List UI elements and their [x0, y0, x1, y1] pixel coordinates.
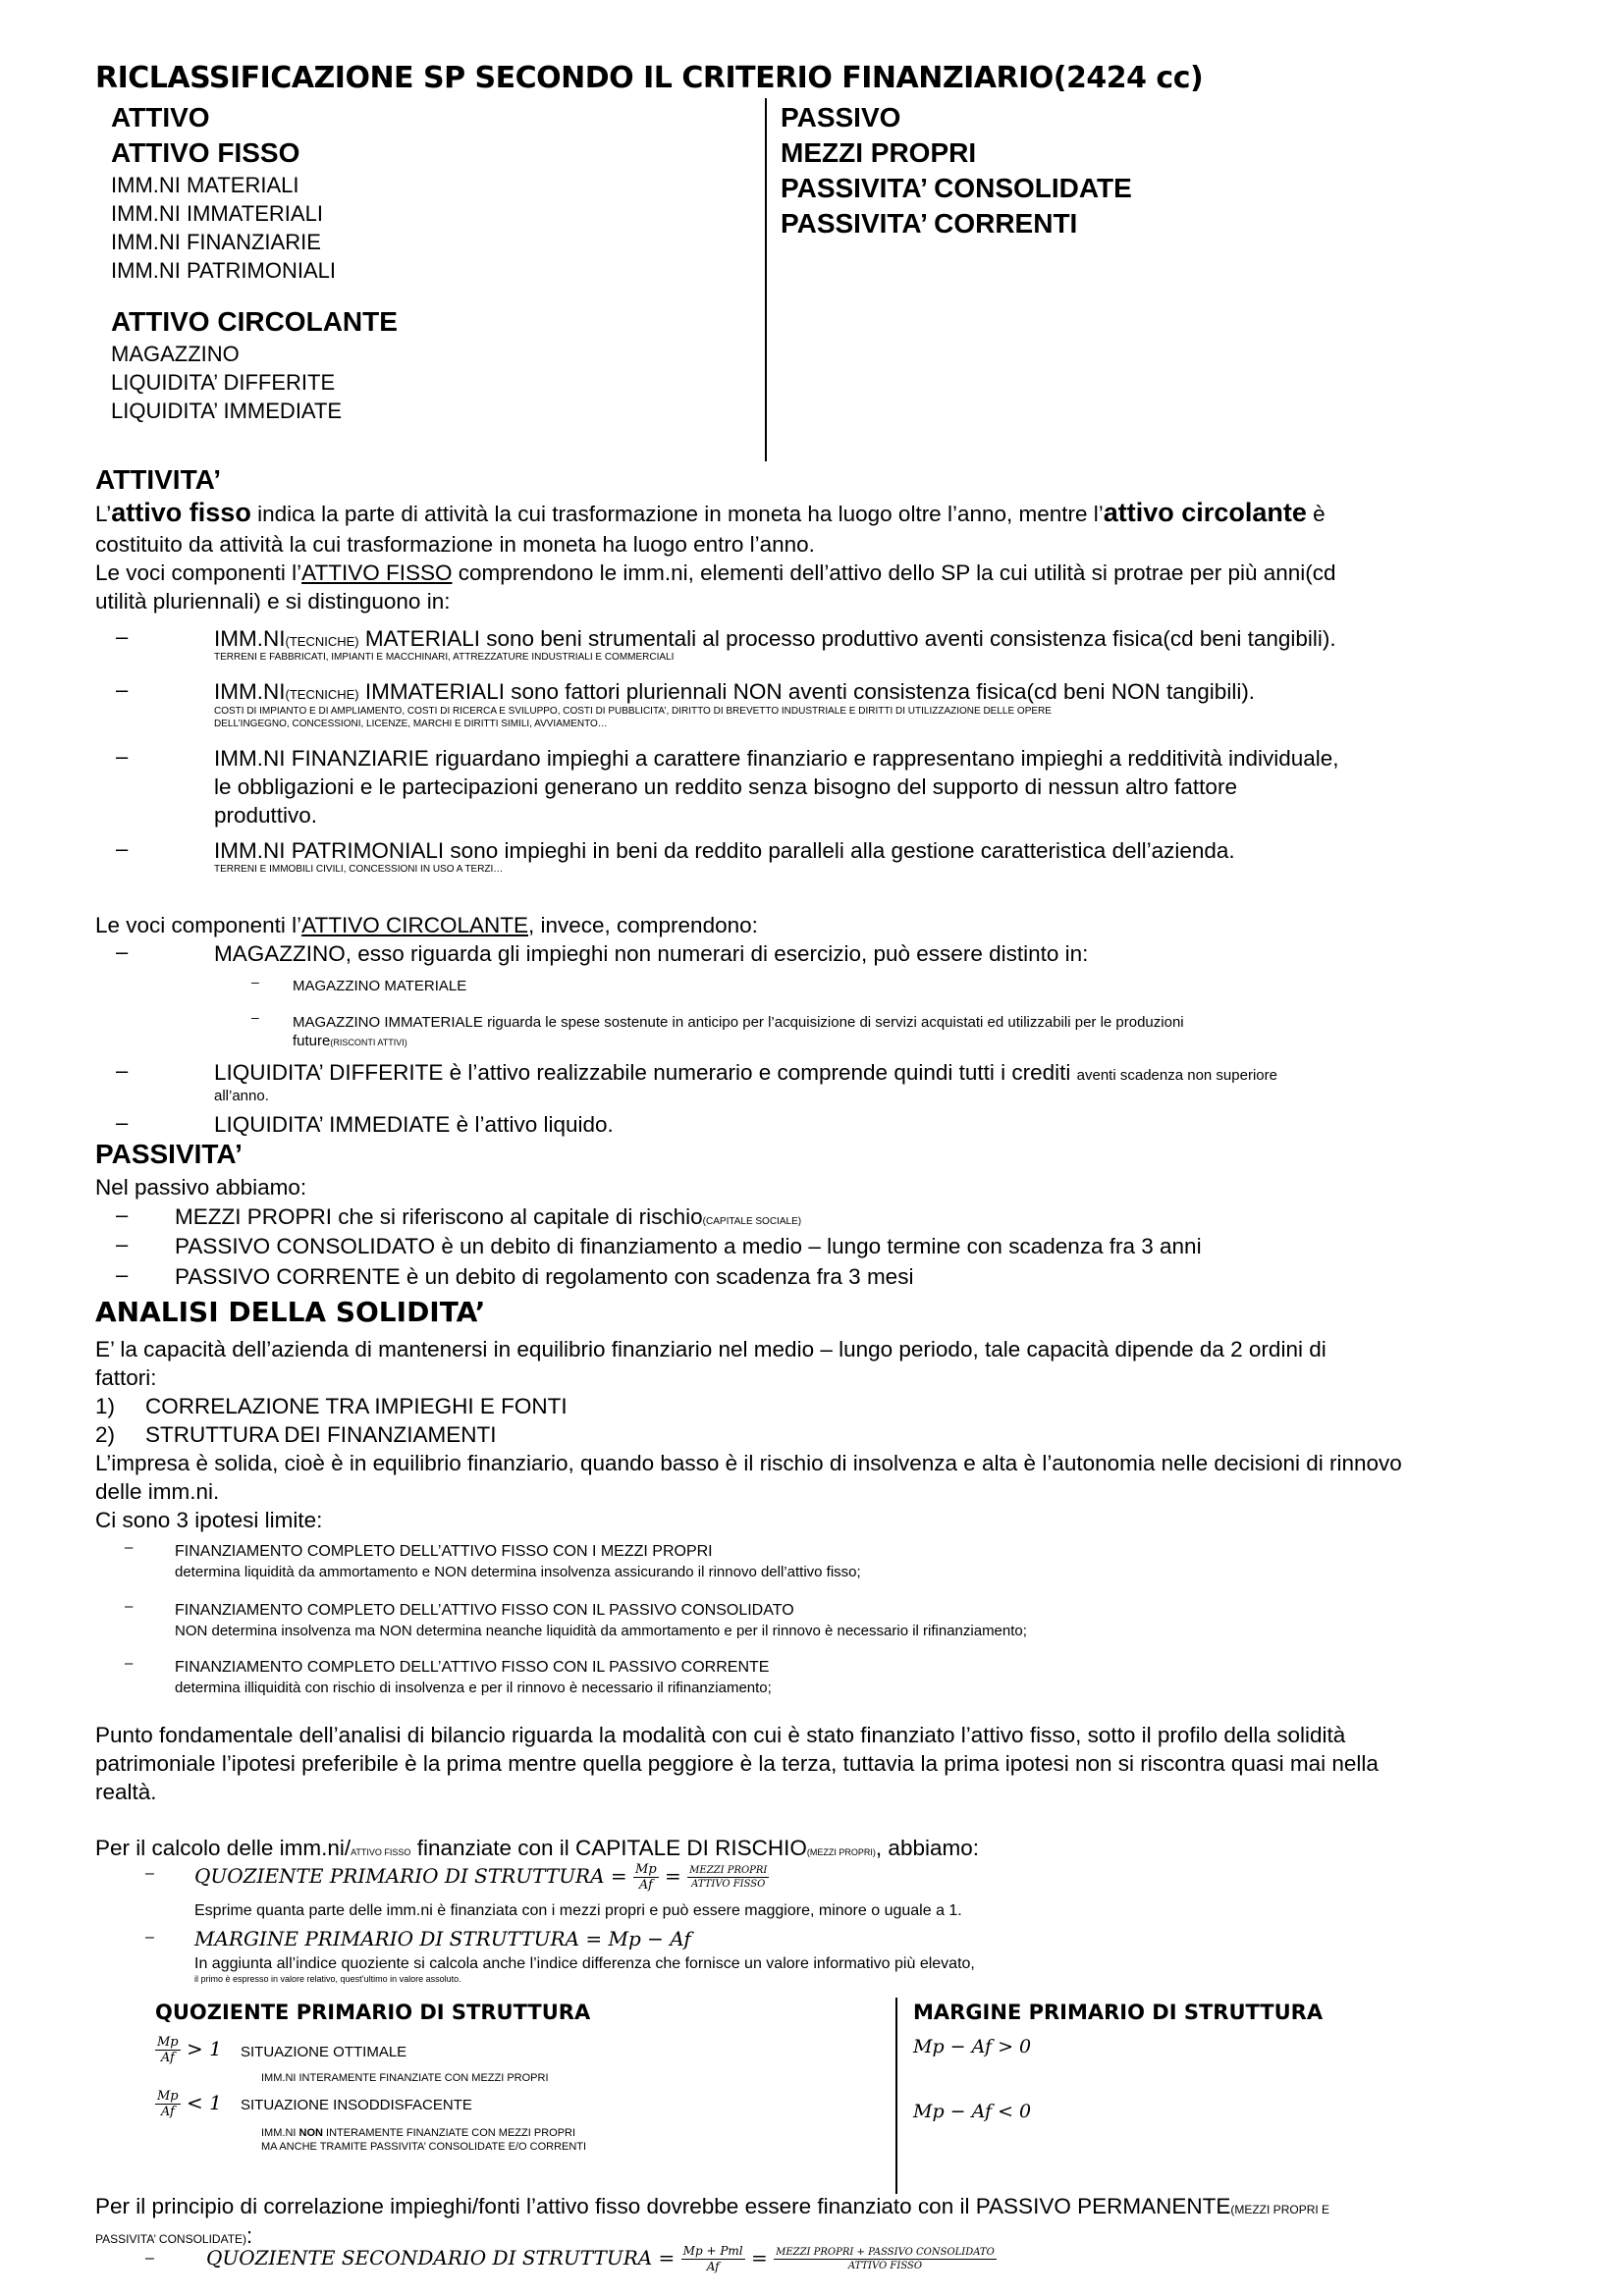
solidita-p6: [95, 2192, 1329, 2224]
fraction: [774, 2246, 997, 2272]
dash-bullet: –: [116, 1058, 129, 1083]
dash-bullet: –: [125, 1598, 134, 1615]
numerator: Mp: [635, 1862, 657, 1877]
fisso-item: IMM.NI MATERIALI: [111, 173, 299, 197]
attivita-p1-line1: [95, 499, 1326, 528]
text: aventi scadenza non superiore: [1076, 1067, 1277, 1084]
text: L’: [95, 502, 112, 526]
dash-bullet: –: [125, 1539, 134, 1556]
text: L’impresa è solida, cioè è in equilibrio finanziario, quando basso è il rischio di insolvenza e alta è l’autonomia nelle decisioni di rinnovo: [95, 1451, 1402, 1475]
text: NON: [298, 2127, 323, 2139]
text: (MEZZI PROPRI): [806, 1847, 876, 1857]
text: (CAPITALE SOCIALE): [702, 1216, 802, 1227]
fisso-item: IMM.NI PATRIMONIALI: [111, 258, 336, 283]
row-insoddisfacente-sub: [261, 2126, 586, 2154]
attivita-p2-line1: [95, 559, 1336, 587]
denominator: ATTIVO FISSO: [691, 1879, 766, 1890]
table-divider: [895, 1998, 897, 2194]
text: (TECNICHE): [285, 634, 359, 649]
denominator: Af: [706, 2260, 720, 2273]
numerator: Mp + Pml: [682, 2244, 743, 2258]
circ-liquidita-differite: [214, 1058, 1277, 1090]
fraction: [155, 2089, 181, 2119]
passivita-item-mezzi: [175, 1202, 801, 1236]
text: PASSIVITA’ CONSOLIDATE): [95, 2232, 247, 2246]
circ-liquidita-immediate: LIQUIDITA’ IMMEDIATE è l’attivo liquido.: [214, 1112, 614, 1137]
text: (MEZZI PROPRI E: [1230, 2203, 1330, 2216]
numerator: MEZZI PROPRI + PASSIVO CONSOLIDATO: [776, 2247, 995, 2258]
row-insoddisfacente-formula: [155, 2089, 222, 2119]
dash-bullet: –: [116, 1232, 129, 1256]
attivo-fisso-heading: ATTIVO FISSO: [111, 137, 300, 168]
text: INTERAMENTE FINANZIATE CON MEZZI PROPRI: [322, 2127, 576, 2139]
dash-bullet: –: [116, 624, 129, 649]
text: (RISCONTI ATTIVI): [330, 1038, 407, 1047]
magazzino-immateriale: [293, 1013, 1184, 1052]
text: le obbligazioni e le partecipazioni generano un reddito senza bisogno del supporto di nessun altro fattore: [214, 774, 1237, 799]
passivo-heading: PASSIVO: [781, 102, 901, 133]
fraction: [633, 1862, 659, 1893]
text: MA ANCHE TRAMITE PASSIVITA’ CONSOLIDATE E/O CORRENTI: [261, 2141, 587, 2153]
text: , abbiamo:: [875, 1836, 979, 1860]
circ-item: LIQUIDITA’ DIFFERITE: [111, 370, 336, 395]
attivita-heading: ATTIVITA’: [95, 464, 222, 495]
magazzino-materiale: MAGAZZINO MATERIALE: [293, 978, 467, 994]
text: Le voci componenti l’: [95, 913, 302, 937]
attivita-p2-line2: utilità pluriennali) e si distinguono in:: [95, 589, 451, 614]
bullet-materiali-examples: TERRENI E FABBRICATI, IMPIANTI E MACCHINARI, ATTREZZATURE INDUSTRIALI E COMMERCIALI: [214, 652, 675, 663]
solidita-p2: [95, 1449, 1402, 1506]
text: < 1: [187, 2091, 222, 2114]
bullet-patrimoniali-examples: TERRENI E IMMOBILI CIVILI, CONCESSIONI IN USO A TERZI…: [214, 864, 504, 875]
formula-1-note: Esprime quanta parte delle imm.ni è finanziata con i mezzi propri e può essere maggiore, minore o uguale a 1.: [194, 1902, 962, 1919]
text: QUOZIENTE SECONDARIO DI STRUTTURA =: [206, 2246, 676, 2269]
formula-quoziente-primario: [194, 1862, 769, 1893]
dash-bullet: –: [145, 1865, 154, 1882]
passivita-heading: PASSIVITA’: [95, 1139, 243, 1169]
text: E’ la capacità dell’azienda di mantenersi in equilibrio finanziario nel medio – lungo periodo, tale capacità dipende da 2 ordini di: [95, 1337, 1326, 1362]
text: =: [665, 1864, 681, 1888]
circ-magazzino: MAGAZZINO, esso riguarda gli impieghi non numerari di esercizio, può essere distinto in:: [214, 941, 1089, 966]
ipotesi-1: [175, 1541, 861, 1582]
text: Per il calcolo delle imm.ni/: [95, 1836, 352, 1860]
text: realtà.: [95, 1780, 157, 1804]
schema-passivo: [781, 100, 1419, 241]
bullet-finanziarie: [214, 744, 1339, 829]
solidita-num2: 2): [95, 1422, 116, 1447]
text: finanziate con il CAPITALE DI RISCHIO: [410, 1836, 807, 1860]
text: FINANZIAMENTO COMPLETO DELL’ATTIVO FISSO CON IL PASSIVO CORRENTE: [175, 1659, 770, 1676]
text: determina illiquidità con rischio di insolvenza e per il rinnovo è necessario il rifinanziamento;: [175, 1680, 772, 1696]
text: MAGAZZINO IMMATERIALE riguarda le spese sostenute in anticipo per l’acquisizione di servizi acquistati ed utilizzabili per le produzioni: [293, 1014, 1184, 1031]
bullet-immateriali-examples: [214, 705, 1052, 730]
text: ATTIVO FISSO: [351, 1847, 411, 1857]
passivita-item-consolidato: PASSIVO CONSOLIDATO è un debito di finanziamento a medio – lungo termine con scadenza fra 3 anni: [175, 1234, 1202, 1258]
dash-bullet: –: [125, 1655, 134, 1672]
denominator: Af: [160, 2105, 175, 2119]
solidita-num1-text: CORRELAZIONE TRA IMPIEGHI E FONTI: [145, 1394, 568, 1418]
text: MEZZI PROPRI che si riferiscono al capitale di rischio: [175, 1204, 703, 1229]
text: LIQUIDITA’ DIFFERITE è l’attivo realizzabile numerario e comprende quindi tutti i crediti: [214, 1060, 1077, 1085]
text: IMMATERIALI sono fattori pluriennali NON aventi consistenza fisica(cd beni NON tangibili).: [358, 679, 1256, 704]
row-ottimale-formula: [155, 2035, 222, 2065]
text: IMM.NI: [261, 2127, 299, 2139]
text: NON determina insolvenza ma NON determina neanche liquidità da ammortamento e per il rinnovo è necessario il rifinanziamento;: [175, 1623, 1027, 1639]
dash-bullet: –: [116, 1110, 129, 1135]
text: COSTI DI IMPIANTO E DI AMPLIAMENTO, COSTI DI RICERCA E SVILUPPO, COSTI DI PUBBLICITA’, DIRITTO DI BREVETTO INDUSTRIALE E DIRITTI DI UTILIZZAZIONE DELLE OPERE: [214, 706, 1052, 717]
bullet-patrimoniali: IMM.NI PATRIMONIALI sono impieghi in beni da reddito paralleli alla gestione caratteristica dell’azienda.: [214, 838, 1235, 863]
solidita-num1: 1): [95, 1394, 116, 1418]
solidita-num2-text: STRUTTURA DEI FINANZIAMENTI: [145, 1422, 497, 1447]
formula-quoziente-secondario: [206, 2244, 997, 2274]
dash-bullet: –: [116, 744, 129, 769]
solidita-p4: [95, 1721, 1379, 1806]
ipotesi-3: [175, 1657, 772, 1698]
dash-bullet: –: [251, 1009, 259, 1025]
text: Le voci componenti l’: [95, 561, 302, 585]
formula-2-note: [194, 1954, 975, 1985]
dash-bullet: –: [116, 939, 129, 964]
attivita-p3: [95, 911, 758, 939]
text: IMM.NI: [214, 626, 286, 651]
text: FINANZIAMENTO COMPLETO DELL’ATTIVO FISSO CON I MEZZI PROPRI: [175, 1543, 713, 1560]
fraction: [687, 1864, 769, 1891]
term-attivo-circolante: attivo circolante: [1103, 498, 1307, 527]
text: comprendono le imm.ni, elementi dell’attivo dello SP la cui utilità si protrae per più anni(cd: [452, 561, 1336, 585]
dash-bullet: –: [116, 836, 129, 861]
page-title: RICLASSIFICAZIONE SP SECONDO IL CRITERIO FINANZIARIO(2424 cc): [95, 61, 1204, 95]
passivo-item: PASSIVITA’ CORRENTI: [781, 208, 1078, 239]
fraction: [681, 2244, 745, 2274]
denominator: Af: [638, 1878, 653, 1893]
underlined-term: ATTIVO FISSO: [301, 561, 453, 585]
fisso-item: IMM.NI FINANZIARIE: [111, 230, 321, 254]
text: :: [246, 2223, 253, 2248]
numerator: MEZZI PROPRI: [689, 1865, 768, 1876]
text: patrimoniale l’ipotesi preferibile è la prima mentre quella peggiore è la terza, tuttavia la prima ipotesi non si riscontra quasi mai nella: [95, 1751, 1379, 1776]
text: fattori:: [95, 1365, 157, 1390]
denominator: ATTIVO FISSO: [847, 2261, 923, 2271]
text: (TECNICHE): [285, 687, 359, 702]
text: =: [750, 2246, 768, 2269]
text: IMM.NI FINANZIARIE riguardano impieghi a carattere finanziario e rappresentano impieghi a redditività individuale,: [214, 746, 1339, 771]
passivo-item: MEZZI PROPRI: [781, 137, 977, 168]
table-right-heading: MARGINE PRIMARIO DI STRUTTURA: [913, 2001, 1324, 2024]
formula-margine-primario: MARGINE PRIMARIO DI STRUTTURA = Mp − Af: [194, 1927, 691, 1950]
text: FINANZIAMENTO COMPLETO DELL’ATTIVO FISSO CON IL PASSIVO CONSOLIDATO: [175, 1602, 794, 1619]
text: > 1: [187, 2037, 222, 2060]
text: produttivo.: [214, 803, 318, 828]
text: IMM.NI: [214, 679, 286, 704]
table-left-heading: QUOZIENTE PRIMARIO DI STRUTTURA: [155, 2001, 591, 2024]
dash-bullet: –: [145, 2250, 154, 2267]
margine-positivo: Mp − Af > 0: [913, 2036, 1032, 2057]
margine-negativo: Mp − Af < 0: [913, 2101, 1032, 2122]
text: Per il principio di correlazione impieghi/fonti l’attivo fisso dovrebbe essere finanziato con il PASSIVO PERMANENTE: [95, 2194, 1231, 2218]
ipotesi-2: [175, 1600, 1027, 1641]
circ-item: LIQUIDITA’ IMMEDIATE: [111, 399, 343, 423]
term-attivo-fisso: attivo fisso: [111, 498, 251, 527]
solidita-p3: Ci sono 3 ipotesi limite:: [95, 1508, 323, 1532]
fraction: [155, 2035, 181, 2065]
attivita-p1-line2: costituito da attività la cui trasformazione in moneta ha luogo entro l’anno.: [95, 532, 815, 557]
dash-bullet: –: [116, 1202, 129, 1227]
underlined-term: ATTIVO CIRCOLANTE: [301, 913, 528, 937]
row-ottimale-sub: IMM.NI INTERAMENTE FINANZIATE CON MEZZI PROPRI: [261, 2072, 549, 2084]
dash-bullet: –: [251, 974, 259, 989]
attivo-circolante-heading: ATTIVO CIRCOLANTE: [111, 306, 398, 337]
circ-liquidita-differite-end: all’anno.: [214, 1088, 269, 1104]
circ-item: MAGAZZINO: [111, 342, 240, 366]
text: , invece, comprendono:: [527, 913, 758, 937]
text: DELL’INGEGNO, CONCESSIONI, LICENZE, MARCHI E DIRITTI SIMILI, AVVIAMENTO…: [214, 719, 608, 729]
passivita-intro: Nel passivo abbiamo:: [95, 1175, 307, 1200]
text: determina liquidità da ammortamento e NON determina insolvenza assicurando il rinnovo dell’attivo fisso;: [175, 1564, 861, 1580]
row-insoddisfacente-label: SITUAZIONE INSODDISFACENTE: [241, 2097, 472, 2113]
passivo-item: PASSIVITA’ CONSOLIDATE: [781, 173, 1132, 203]
text: In aggiunta all’indice quoziente si calcola anche l’indice differenza che fornisce un valore informativo più elevato,: [194, 1955, 975, 1972]
dash-bullet: –: [116, 1262, 129, 1287]
passivita-item-corrente: PASSIVO CORRENTE è un debito di regolamento con scadenza fra 3 mesi: [175, 1264, 914, 1289]
schema-divider: [765, 98, 767, 461]
solidita-p1: [95, 1335, 1326, 1392]
text: Punto fondamentale dell’analisi di bilancio riguarda la modalità con cui è stato finanziato l’attivo fisso, sotto il profilo della solidità: [95, 1723, 1346, 1747]
text: è: [1306, 502, 1326, 526]
denominator: Af: [160, 2051, 175, 2065]
text: indica la parte di attività la cui trasformazione in moneta ha luogo oltre l’anno, mentre l’: [250, 502, 1104, 526]
schema-attivo: [111, 100, 749, 425]
fisso-item: IMM.NI IMMATERIALI: [111, 201, 323, 226]
numerator: Mp: [157, 2035, 179, 2050]
row-ottimale-label: SITUAZIONE OTTIMALE: [241, 2044, 407, 2060]
text: QUOZIENTE PRIMARIO DI STRUTTURA =: [194, 1864, 627, 1888]
numerator: Mp: [157, 2089, 179, 2104]
text: MATERIALI sono beni strumentali al processo produttivo aventi consistenza fisica(cd beni tangibili).: [358, 626, 1336, 651]
dash-bullet: –: [116, 677, 129, 702]
solidita-heading: ANALISI DELLA SOLIDITA’: [95, 1296, 486, 1328]
text: il primo è espresso in valore relativo, quest’ultimo in valore assoluto.: [194, 1974, 461, 1984]
attivo-heading: ATTIVO: [111, 102, 210, 133]
text: future: [293, 1033, 331, 1049]
dash-bullet: –: [145, 1929, 154, 1946]
text: delle imm.ni.: [95, 1479, 220, 1504]
